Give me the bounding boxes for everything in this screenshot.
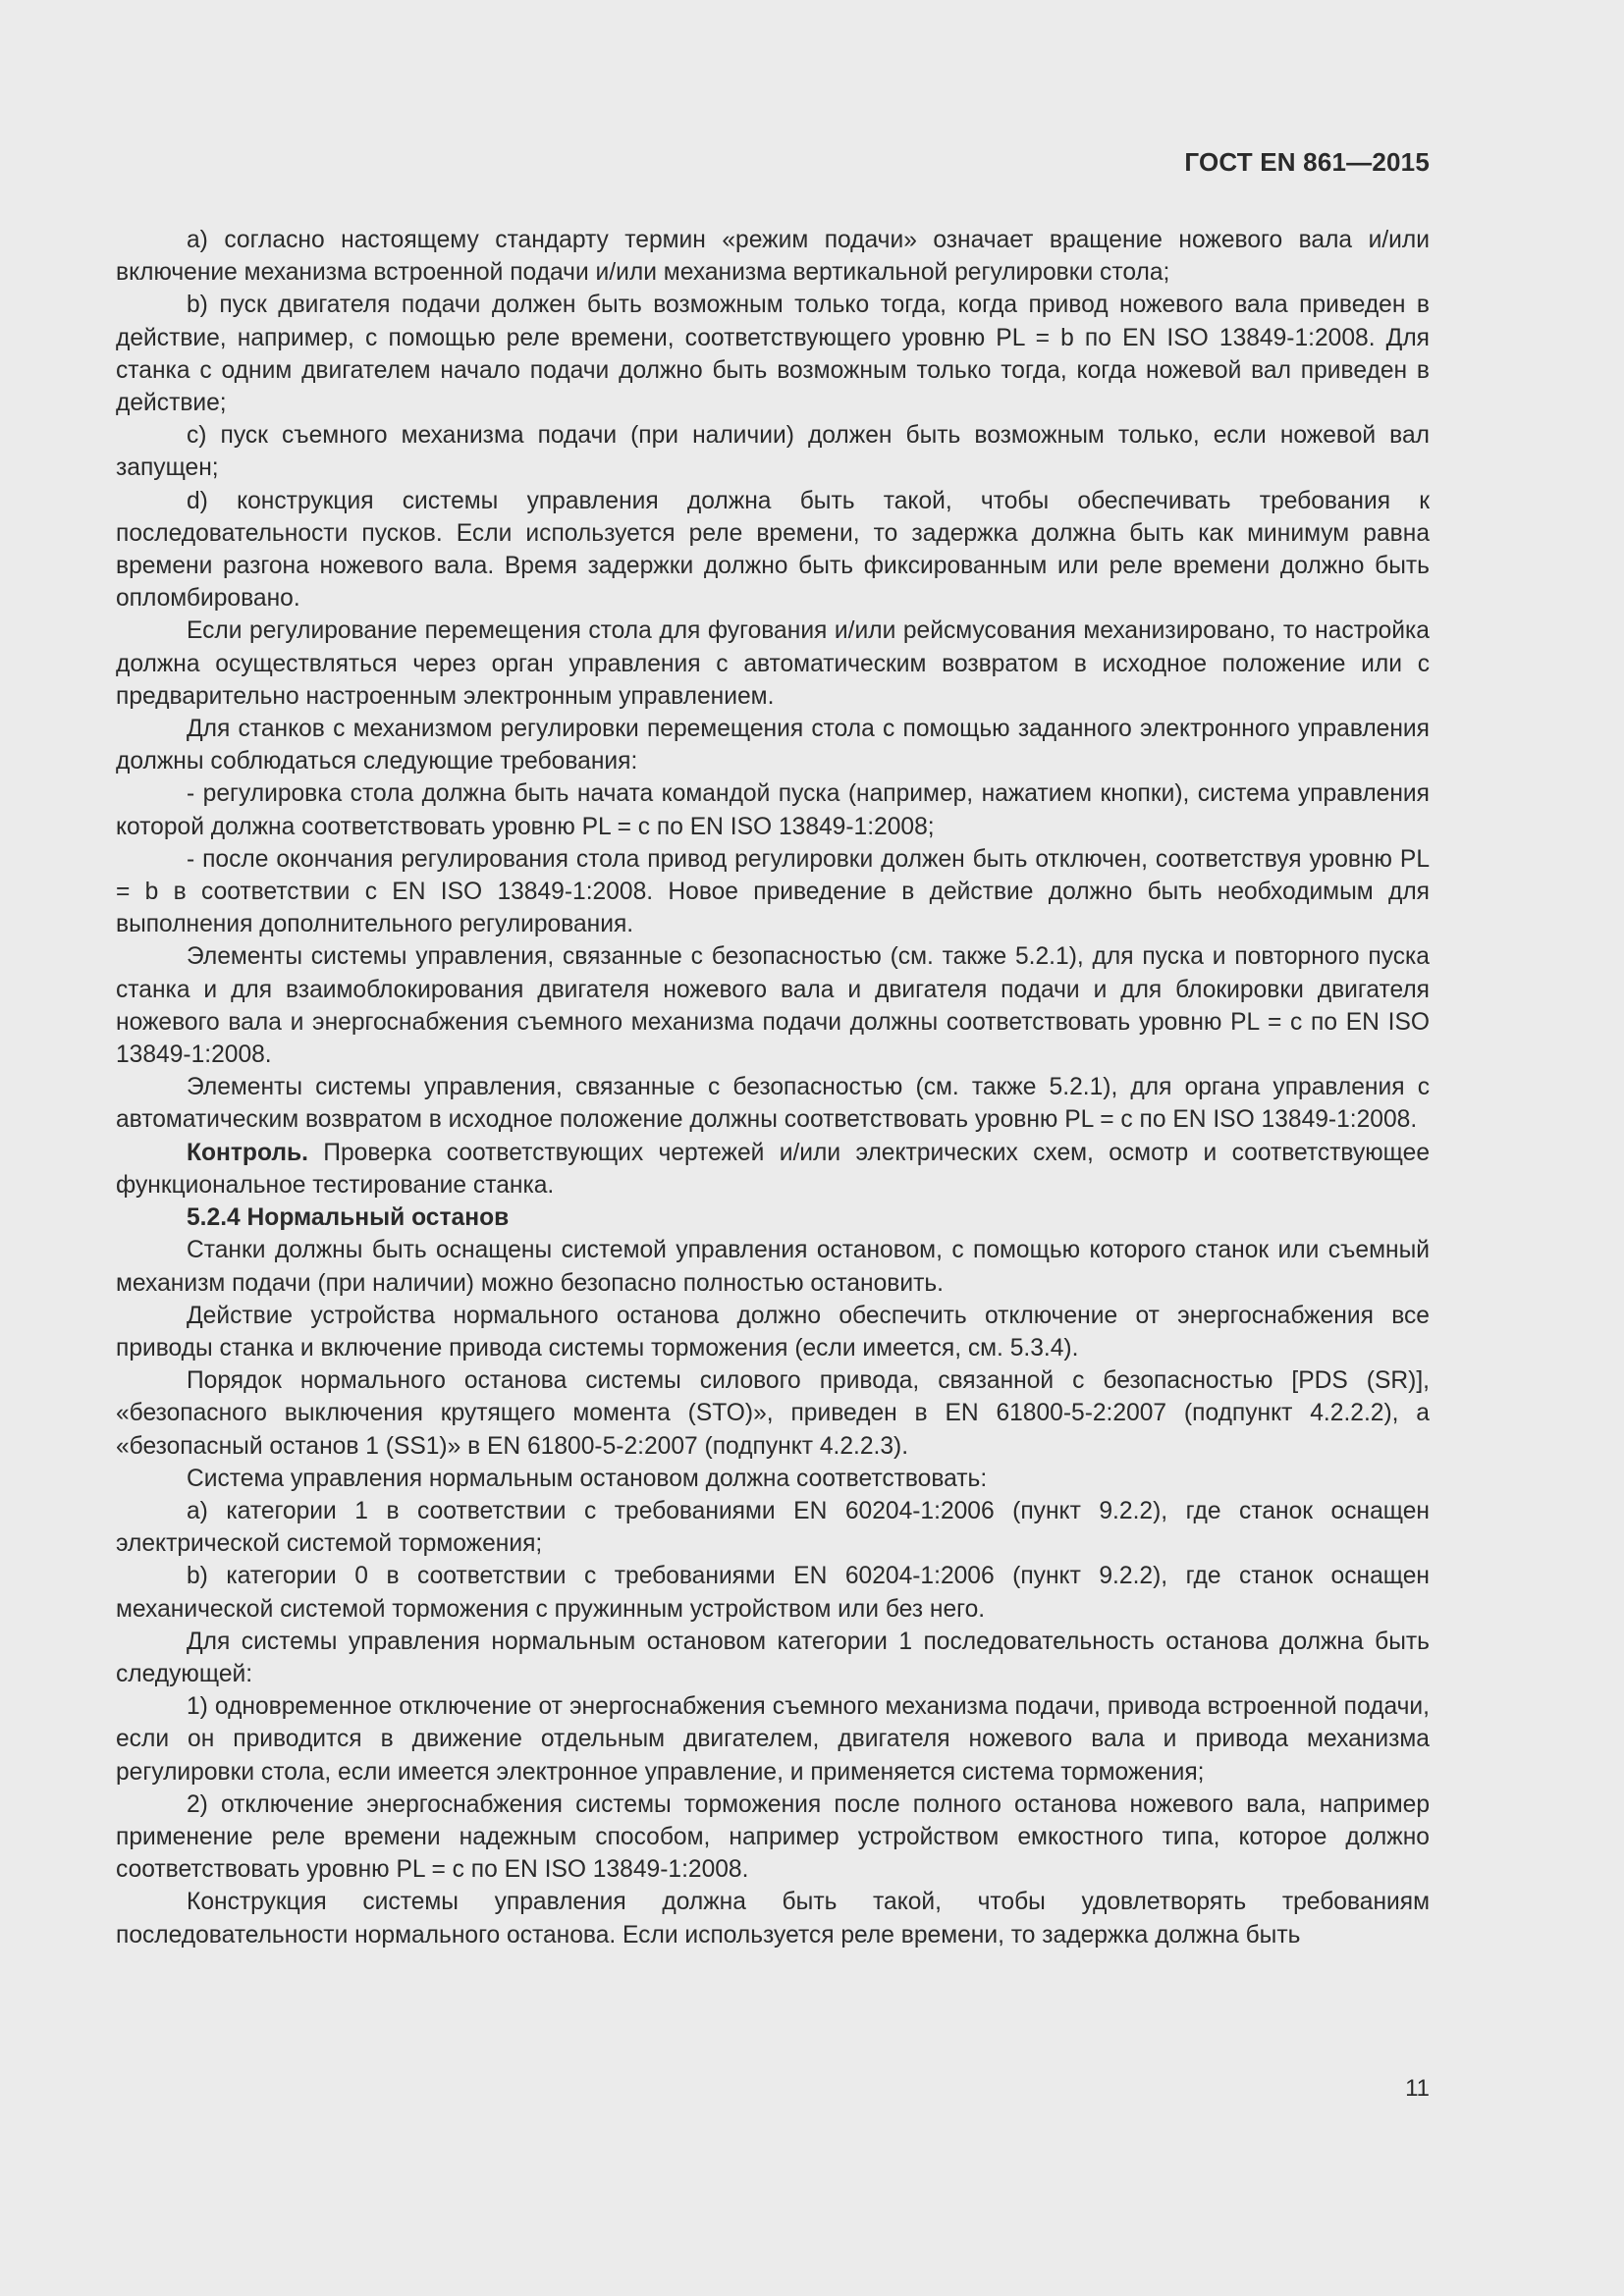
standard-header: ГОСТ EN 861—2015 [1184,147,1430,177]
page-number: 11 [1405,2075,1430,2102]
paragraph: a) согласно настоящему стандарту термин «режим подачи» означает вращение ножевого вала и/или включение механизма встроенной подачи и/или механизма вертикальной регулировки стола; [116,227,1430,287]
control-text: Проверка соответствующих чертежей и/или электрических схем, осмотр и соответствующее функциональное тестирование станка. [116,1139,1430,1199]
list-item: 1) одновременное отключение от энергоснабжения съемного механизма подачи, привода встроенной подачи, если он приводится в движение отдельным двигателем, двигателя ножевого вала и привода механизма регулировки стола, если имеется электронное управление, и применяется система торможения; [116,1693,1430,1786]
paragraph: Элементы системы управления, связанные с безопасностью (см. также 5.2.1), для органа управления с автоматическим возвратом в исходное положение должны соответствовать уровню PL = c по EN ISO 13849-1:2008. [116,1074,1430,1134]
paragraph: Элементы системы управления, связанные с безопасностью (см. также 5.2.1), для пуска и повторного пуска станка и для взаимоблокирования двигателя ножевого вала и двигателя подачи и для блокировки двигателя ножевого вала и энергоснабжения съемного механизма подачи должны соответствовать уровню PL = c по EN ISO 13849-1:2008. [116,943,1430,1069]
paragraph: Система управления нормальным остановом должна соответствовать: [187,1465,988,1492]
paragraph: Для станков с механизмом регулировки перемещения стола с помощью заданного электронного управления должны соблюдаться следующие требования: [116,716,1430,775]
paragraph: Станки должны быть оснащены системой управления остановом, с помощью которого станок или съемный механизм подачи (при наличии) можно безопасно полностью остановить. [116,1237,1430,1297]
document-body [116,224,1430,1951]
paragraph: Конструкция системы управления должна быть такой, чтобы удовлетворять требованиям последовательности нормального останова. Если используется реле времени, то задержка должна быть [116,1889,1430,1949]
paragraph: d) конструкция системы управления должна быть такой, чтобы обеспечивать требования к последовательности пусков. Если используется реле времени, то задержка должна быть как минимум равна времени разгона ножевого вала. Время задержки должно быть фиксированным или реле времени должно быть опломбировано. [116,487,1430,613]
list-item: 2) отключение энергоснабжения системы торможения после полного останова ножевого вала, например применение реле времени надежным способом, например устройством емкостного типа, которое должно соответствовать уровню PL = c по EN ISO 13849-1:2008. [116,1790,1430,1884]
list-item: b) категории 0 в соответствии с требованиями EN 60204-1:2006 (пункт 9.2.2), где станок оснащен механической системой торможения с пружинным устройством или без него. [116,1563,1430,1623]
paragraph: Если регулирование перемещения стола для фугования и/или рейсмусования механизировано, то настройка должна осуществляться через орган управления с автоматическим возвратом в исходное положение или с предварительно настроенным электронным управлением. [116,617,1430,710]
paragraph: Для системы управления нормальным остановом категории 1 последовательность останова должна быть следующей: [116,1628,1430,1687]
section-heading: 5.2.4 Нормальный останов [187,1204,510,1232]
list-item: - после окончания регулирования стола привод регулировки должен быть отключен, соответствуя уровню PL = b в соответствии с EN ISO 13849-1:2008. Новое приведение в действие должно быть необходимым для выполнения дополнительного регулирования. [116,845,1430,938]
control-label: Контроль. [187,1139,308,1166]
paragraph: Действие устройства нормального останова должно обеспечить отключение от энергоснабжения все приводы станка и включение привода системы торможения (если имеется, см. 5.3.4). [116,1302,1430,1362]
paragraph: Порядок нормального останова системы силового привода, связанной с безопасностью [PDS (SR)], «безопасного выключения крутящего момента (STO)», приведен в EN 61800-5-2:2007 (подпункт 4.2.2.2), а «безопасный останов 1 (SS1)» в EN 61800-5-2:2007 (подпункт 4.2.2.3). [116,1367,1430,1460]
paragraph: b) пуск двигателя подачи должен быть возможным только тогда, когда привод ножевого вала приведен в действие, например, с помощью реле времени, соответствующего уровню PL = b по EN ISO 13849-1:2008. Для станка с одним двигателем начало подачи должно быть возможным только тогда, когда ножевой вал приведен в действие; [116,292,1430,417]
list-item: а) категории 1 в соответствии с требованиями EN 60204-1:2006 (пункт 9.2.2), где станок оснащен электрической системой торможения; [116,1497,1430,1558]
paragraph: c) пуск съемного механизма подачи (при наличии) должен быть возможным только, если ножевой вал запущен; [116,422,1430,482]
control-paragraph [116,1137,1430,1201]
list-item: - регулировка стола должна быть начата командой пуска (например, нажатием кнопки), система управления которой должна соответствовать уровню PL = c по EN ISO 13849-1:2008; [116,780,1430,840]
